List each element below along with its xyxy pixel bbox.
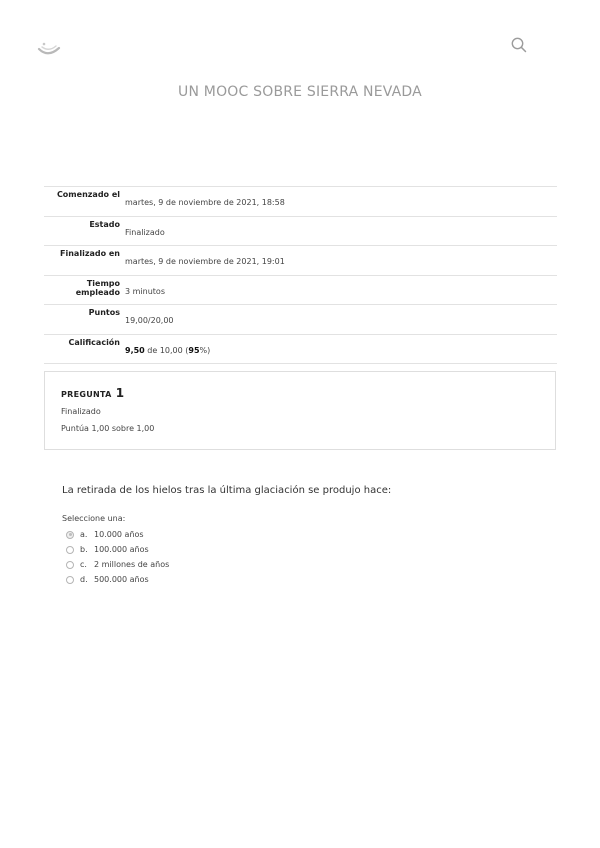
grade-of-text: de 10,00 ( bbox=[144, 345, 189, 355]
answer-option-c[interactable] bbox=[66, 557, 169, 572]
summary-grade-value bbox=[125, 334, 557, 364]
question-number: 1 bbox=[115, 386, 125, 400]
answer-option-d[interactable] bbox=[66, 572, 169, 587]
summary-row-time-taken bbox=[44, 275, 557, 305]
radio-icon[interactable] bbox=[66, 561, 74, 569]
summary-label: Tiempo empleado bbox=[75, 278, 120, 297]
summary-value: Finalizado bbox=[125, 227, 165, 237]
site-title[interactable]: UN MOOC SOBRE SIERRA NEVADA bbox=[178, 84, 422, 100]
answer-option-a[interactable] bbox=[66, 527, 169, 542]
answer-text: 100.000 años bbox=[94, 545, 149, 554]
summary-row-started bbox=[44, 187, 557, 217]
answer-text: 500.000 años bbox=[94, 575, 149, 584]
summary-label: Calificación bbox=[68, 337, 120, 347]
answer-letter: a. bbox=[80, 530, 88, 539]
summary-label: Puntos bbox=[88, 308, 120, 317]
answer-letter: b. bbox=[80, 545, 88, 554]
question-info-box bbox=[44, 371, 556, 450]
question-grade: Puntúa 1,00 sobre 1,00 bbox=[61, 424, 155, 433]
summary-value: 19,00/20,00 bbox=[125, 316, 174, 325]
summary-value: martes, 9 de noviembre de 2021, 19:01 bbox=[125, 257, 285, 266]
answer-letter: d. bbox=[80, 575, 88, 584]
answer-text: 2 millones de años bbox=[94, 560, 170, 569]
summary-label: Finalizado en bbox=[60, 249, 120, 258]
summary-value: 3 minutos bbox=[125, 286, 165, 296]
question-text: La retirada de los hielos tras la última glaciación se produjo hace: bbox=[62, 485, 392, 496]
summary-label: Comenzado el bbox=[56, 190, 120, 199]
summary-row-state bbox=[44, 216, 557, 246]
answer-text: 10.000 años bbox=[94, 530, 144, 539]
summary-label: Estado bbox=[89, 219, 120, 229]
answer-prompt: Seleccione una: bbox=[62, 514, 126, 523]
summary-value: martes, 9 de noviembre de 2021, 18:58 bbox=[125, 198, 285, 207]
grade-score: 9,50 bbox=[125, 345, 145, 355]
grade-percent: 95 bbox=[188, 345, 200, 355]
attempt-summary-table bbox=[44, 186, 557, 364]
radio-icon[interactable] bbox=[66, 576, 74, 584]
answer-options bbox=[66, 527, 169, 587]
summary-row-points bbox=[44, 305, 557, 335]
question-state: Finalizado bbox=[61, 407, 101, 416]
question-label bbox=[61, 386, 124, 400]
radio-icon[interactable] bbox=[66, 546, 74, 554]
radio-selected-icon[interactable] bbox=[66, 531, 74, 539]
summary-row-finished bbox=[44, 246, 557, 276]
question-label-text: PREGUNTA bbox=[61, 390, 112, 399]
search-icon[interactable] bbox=[510, 36, 528, 54]
summary-row-grade bbox=[44, 334, 557, 364]
logo-icon[interactable] bbox=[36, 38, 62, 58]
answer-letter: c. bbox=[80, 560, 87, 569]
answer-option-b[interactable] bbox=[66, 542, 169, 557]
grade-suffix: %) bbox=[199, 345, 211, 355]
